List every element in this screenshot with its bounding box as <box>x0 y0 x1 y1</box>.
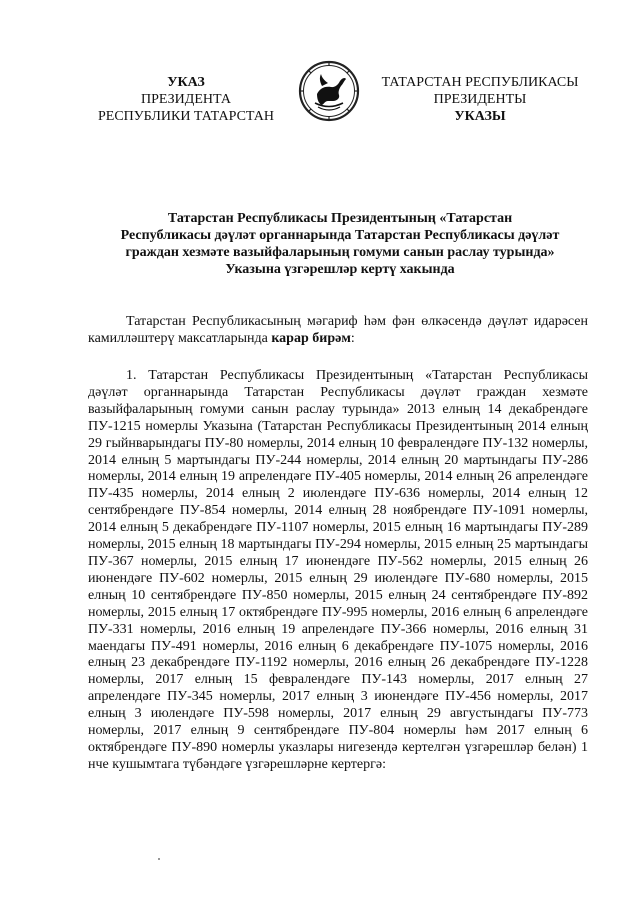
tatarstan-coat-of-arms-icon <box>298 60 360 122</box>
clause-1-paragraph: 1. Татарстан Республикасы Президентының «Татарстан Республикасы дәүләт органнарында Татарстан Республикасы дәүләт граждан хезмәте вазыйфаларының гомуми санын раслау турында» 2013 елның 14 декабрендәге ПУ-1215 номерлы Указына (Татарстан Республикасы Президентының 2014 елның 29 гыйнварындагы ПУ-80 номерлы, 2014 елның 10 февралендәге ПУ-132 номерлы, 2014 елның 5 мартындагы ПУ-244 номерлы, 2014 елның 20 мартындагы ПУ-286 номерлы, 2014 елның 19 апрелендәге ПУ-405 номерлы, 2014 елның 26 апрелендәге ПУ-435 номерлы, 2014 елның 2 июлендәге ПУ-636 номерлы, 2014 елның 12 сентябрендәге ПУ-854 номерлы, 2014 елның 28 ноябрендәге ПУ-1091 номерлы, 2014 елның 5 декабрендәге ПУ-1107 номерлы, 2015 елның 16 мартындагы ПУ-289 номерлы, 2015 елның 18 мартындагы ПУ-294 номерлы, 2015 елның 25 мартындагы ПУ-367 номерлы, 2015 елның 17 июнендәге ПУ-562 номерлы, 2015 елның 26 июнендәге ПУ-602 номерлы, 2015 елның 29 июлендәге ПУ-680 номерлы, 2015 елның 10 сентябрендәге ПУ-850 номерлы, 2015 елның 24 сентябрендәге ПУ-892 номерлы, 2015 елның 17 октябрендәге ПУ-995 номерлы, 2016 елның 6 апрелендәге ПУ-331 номерлы, 2016 елның 19 апрелендәге ПУ-366 номерлы, 2016 елның 31 маендагы ПУ-491 номерлы, 2016 елның 6 декабрендәге ПУ-1075 номерлы, 2016 елның 23 декабрендәге ПУ-1192 номерлы, 2016 елның 26 декабрендәге ПУ-1228 номерлы, 2017 елның 15 февралендәге ПУ-143 номерлы, 2017 елның 27 апрелендәге ПУ-345 номерлы, 2017 елның 3 июнендәге ПУ-456 номерлы, 2017 елның 3 июлендәге ПУ-598 номерлы, 2017 елның 29 августындагы ПУ-773 номерлы, 2017 елның 9 сентябрендәге ПУ-804 номерлы һәм 2017 елның 6 октябрендәге ПУ-890 номерлы указлары нигезендә кертелгән үзгәрешләр белән) 1 нче кушымтага түбәндәге үзгәрешләрне кертергә: <box>88 368 588 772</box>
header-left <box>86 74 286 125</box>
preamble-paragraph <box>88 314 588 348</box>
preamble-text: Татарстан Республикасының мәгариф һәм фән өлкәсендә дәүләт идарәсен камилләштерү максатларында <box>88 314 588 346</box>
decree-title <box>80 210 600 278</box>
header-right-line3: УКАЗЫ <box>454 109 506 124</box>
preamble-end: : <box>350 330 355 346</box>
title-line-3: граждан хезмәте вазыйфаларының гомуми санын раслау турында» <box>125 245 555 260</box>
header-left-line2: ПРЕЗИДЕНТА <box>141 92 231 107</box>
title-line-2: Республикасы дәүләт органнарында Татарстан Республикасы дәүләт <box>120 228 560 243</box>
header-right-line2: ПРЕЗИДЕНТЫ <box>433 92 527 107</box>
title-line-1: Татарстан Республикасы Президентының «Татарстан <box>167 211 513 226</box>
scan-speck <box>158 858 160 860</box>
header-left-line3: РЕСПУБЛИКИ ТАТАРСТАН <box>97 109 274 124</box>
preamble-decision: карар бирәм <box>271 330 351 346</box>
header-right <box>368 74 592 125</box>
header-right-line1: ТАТАРСТАН РЕСПУБЛИКАСЫ <box>381 75 579 90</box>
header-left-line1: УКАЗ <box>167 75 205 90</box>
title-line-4: Указына үзгәрешләр кертү хакында <box>225 262 455 277</box>
